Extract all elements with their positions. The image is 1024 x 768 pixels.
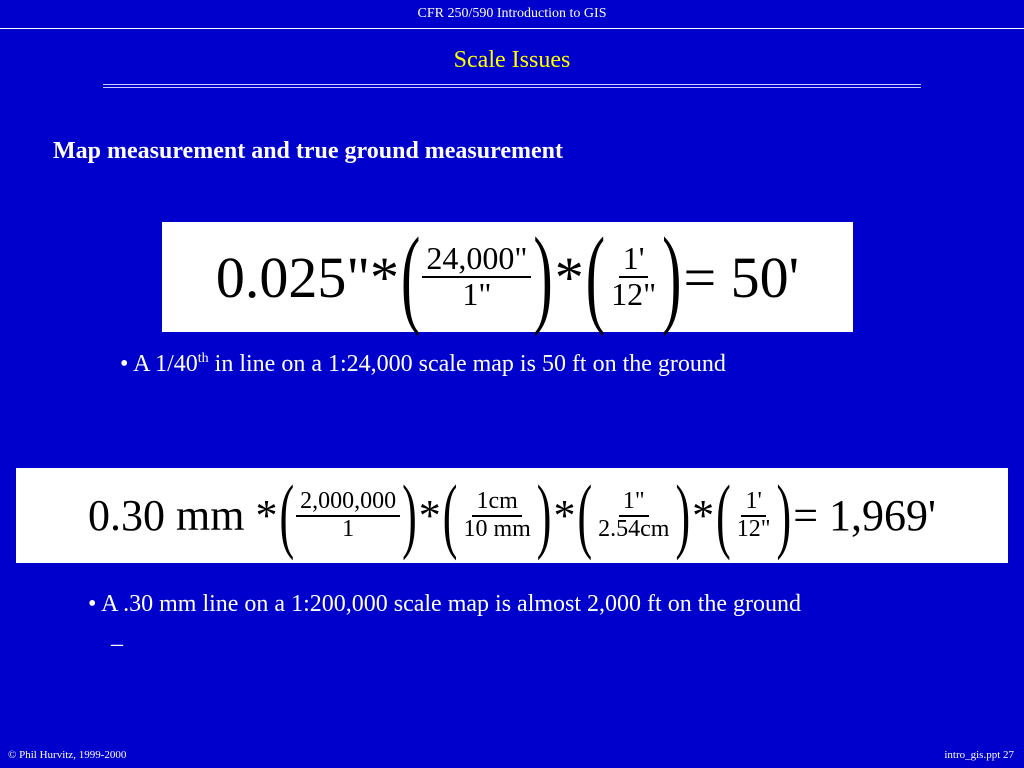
bullet-1-text-pre: A 1/40	[133, 351, 198, 377]
eq1-f2-numerator: 1'	[619, 242, 649, 278]
eq2-times-2: *	[553, 491, 576, 540]
sub-bullet-dash: –	[111, 631, 123, 657]
eq2-f1-numerator: 2,000,000	[296, 489, 400, 516]
eq2-open-paren-2: (	[442, 468, 458, 562]
eq2-fraction-3	[594, 489, 673, 541]
eq2-close-paren-2: )	[536, 468, 552, 562]
eq2-f4-denominator: 12"	[736, 515, 771, 542]
eq1-times: *	[554, 244, 584, 310]
eq2-fraction-1	[296, 489, 400, 541]
eq2-close-paren-3: )	[675, 468, 691, 562]
eq2-open-paren-1: (	[279, 468, 295, 562]
section-heading: Map measurement and true ground measurement	[53, 138, 563, 164]
eq2-open-paren-4: (	[716, 468, 731, 562]
bullet-1-text-post: in line on a 1:24,000 scale map is 50 ft on the ground	[208, 351, 726, 377]
eq1-lead: 0.025"*	[215, 244, 400, 310]
eq2-open-paren-3: (	[577, 468, 593, 562]
eq2-fraction-4	[733, 489, 775, 541]
footer-file-page: intro_gis.ppt 27	[944, 749, 1014, 761]
eq1-open-paren-2: (	[585, 214, 606, 338]
equation-2	[16, 468, 1008, 563]
eq2-f4-numerator: 1'	[741, 489, 765, 516]
eq2-f3-denominator: 2.54cm	[598, 515, 670, 542]
eq2-result: = 1,969'	[793, 491, 936, 540]
eq1-f2-denominator: 12"	[611, 276, 657, 312]
eq1-close-paren-2: )	[662, 214, 682, 338]
eq1-fraction-2	[607, 242, 660, 311]
slide-title: Scale Issues	[453, 47, 571, 73]
eq2-lead: 0.30 mm *	[88, 491, 278, 540]
eq1-f1-denominator: 1"	[462, 276, 492, 312]
eq2-times-3: *	[692, 491, 715, 540]
bullet-1-marker: •	[120, 351, 129, 377]
equation-1	[162, 214, 853, 338]
eq2-f2-denominator: 10 mm	[463, 515, 531, 542]
eq2-f3-numerator: 1"	[619, 489, 649, 516]
eq2-close-paren-4: )	[776, 468, 792, 562]
eq2-f1-denominator: 1	[342, 515, 355, 542]
bullet-2-marker: •	[88, 591, 97, 617]
eq1-f1-numerator: 24,000"	[422, 242, 531, 278]
footer-copyright: © Phil Hurvitz, 1999-2000	[8, 749, 127, 761]
eq1-close-paren-1: )	[533, 214, 553, 338]
eq2-f2-numerator: 1cm	[472, 489, 521, 516]
bullet-1	[120, 351, 726, 378]
eq1-fraction-1	[422, 242, 531, 311]
title-divider	[103, 84, 921, 88]
course-header: CFR 250/590 Introduction to GIS	[0, 0, 1024, 29]
eq1-result: = 50'	[683, 244, 800, 310]
bullet-1-superscript: th	[197, 351, 209, 366]
eq2-times-1: *	[418, 491, 441, 540]
bullet-2-text: A .30 mm line on a 1:200,000 scale map is almost 2,000 ft on the ground	[101, 591, 802, 617]
bullet-2	[88, 591, 801, 618]
eq1-open-paren-1: (	[401, 214, 421, 338]
eq2-fraction-2	[459, 489, 534, 541]
eq2-close-paren-1: )	[402, 468, 417, 562]
